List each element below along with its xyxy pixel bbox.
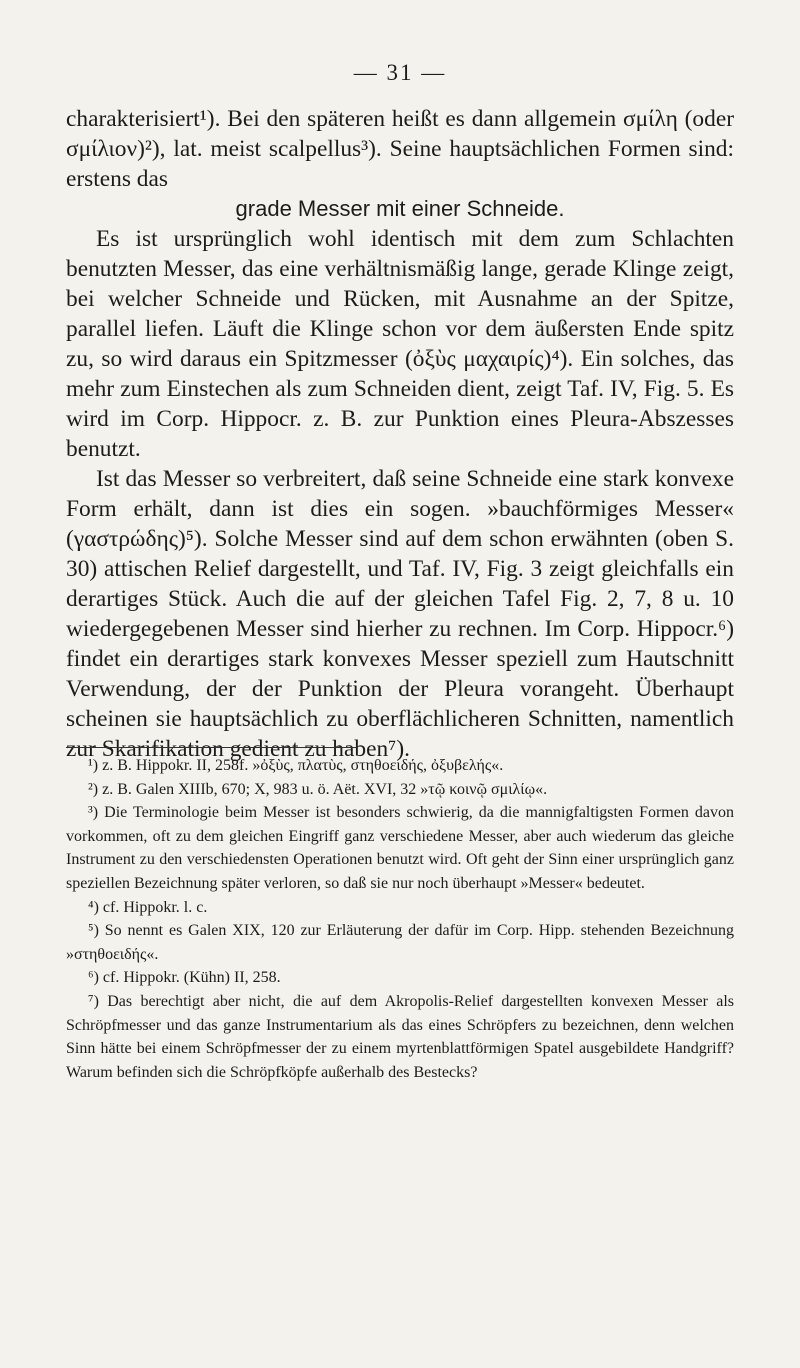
footnote-3: ³) Die Terminologie beim Messer ist besonders schwierig, da die mannigfaltigsten Formen davon vorkommen, oft zu dem gleichen Eingriff ganz verschiedene Messer, aber auch wiederum das gleiche Instrument zu den verschiedensten Operationen benutzt wird. Oft geht der Sinn einer ursprünglich ganz speziellen Bezeichnung später verloren, so daß sie nur noch überhaupt »Messer« bedeutet.	[66, 804, 734, 892]
paragraph-intro: charakterisiert¹). Bei den späteren heißt es dann allgemein σμίλη (oder σμίλιον)²), lat. meist scalpellus³). Seine hauptsächlichen Formen sind: erstens das	[66, 106, 734, 192]
footnote-2: ²) z. B. Galen XIIIb, 670; X, 983 u. ö. Aët. XVI, 32 »τῷ κοινῷ σμιλίῳ«.	[88, 780, 548, 798]
main-text	[66, 104, 734, 764]
footnote-4: ⁴) cf. Hippokr. l. c.	[88, 898, 208, 916]
section-heading: grade Messer mit einer Schneide.	[235, 196, 565, 221]
paragraph-straight-knife: Es ist ursprünglich wohl identisch mit dem zum Schlachten benutzten Messer, das eine verhältnismäßig lange, gerade Klinge zeigt, bei welcher Schneide und Rücken, mit Ausnahme an der Spitze, parallel liefen. Läuft die Klinge schon vor dem äußersten Ende spitz zu, so wird daraus ein Spitzmesser (ὀξὺς μαχαιρίς)⁴). Ein solches, das mehr zum Einstechen als zum Schneiden dient, zeigt Taf. IV, Fig. 5. Es wird im Corp. Hippocr. z. B. zur Punktion eines Pleura-Abszesses benutzt.	[66, 226, 734, 462]
footnotes	[66, 754, 734, 1084]
footnote-1: ¹) z. B. Hippokr. II, 258f. »ὀξὺς, πλατὺς, στηθοειδής, ὀξυβελής«.	[88, 757, 504, 774]
footnote-divider	[66, 747, 358, 748]
paragraph-bellied-knife: Ist das Messer so verbreitert, daß seine Schneide eine stark konvexe Form erhält, dann ist dies ein sogen. »bauchförmiges Messer« (γαστρώδης)⁵). Solche Messer sind auf dem schon erwähnten (oben S. 30) attischen Relief dargestellt, und Taf. IV, Fig. 3 zeigt gleichfalls ein derartiges Stück. Auch die auf der gleichen Tafel Fig. 2, 7, 8 u. 10 wiedergegebenen Messer sind hierher zu rechnen. Im Corp. Hippocr.⁶) findet ein derartiges stark konvexes Messer speziell zum Hautschnitt Verwendung, der der Punktion der Pleura vorangeht. Überhaupt scheinen sie hauptsächlich zu oberflächlicheren Schnitten, namentlich zur Skarifikation gedient zu haben⁷).	[66, 466, 734, 762]
page-number: — 31 —	[353, 60, 447, 85]
footnote-5: ⁵) So nennt es Galen XIX, 120 zur Erläuterung der dafür im Corp. Hipp. stehenden Bezeichnung »στηθοειδής«.	[66, 922, 734, 963]
footnote-6: ⁶) cf. Hippokr. (Kühn) II, 258.	[88, 969, 281, 987]
footnote-7: ⁷) Das berechtigt aber nicht, die auf dem Akropolis-Relief dargestellten konvexen Messer als Schröpfmesser und das ganze Instrumentarium als das eines Schröpfers zu bezeichnen, denn welchen Sinn hätte bei einem Schröpfmesser der zu einem myrtenblattförmigen Spatel ausgebildete Handgriff? Warum befinden sich die Schröpfköpfe außerhalb des Bestecks?	[66, 992, 734, 1081]
